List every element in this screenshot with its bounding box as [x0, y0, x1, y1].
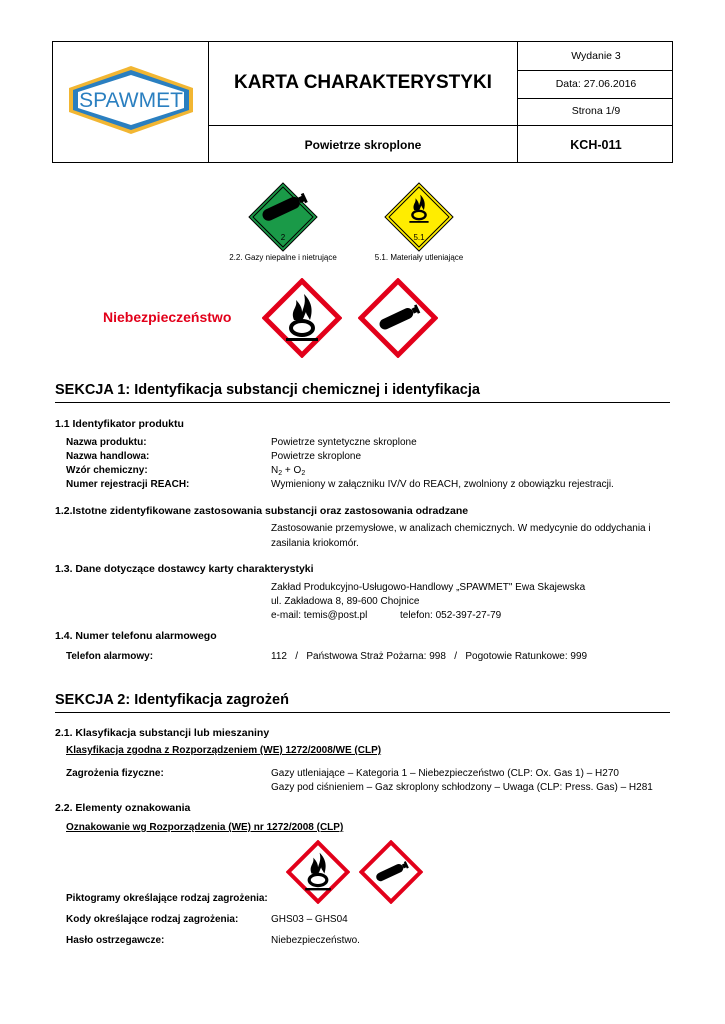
- ghs03-oxidizer-icon: [262, 278, 342, 358]
- document-code: KCH-011: [570, 138, 622, 152]
- edition: Wydanie 3: [571, 50, 621, 62]
- label-alarm-phone: Telefon alarmowy:: [66, 651, 154, 662]
- s14-title: 1.4. Numer telefonu alarmowego: [55, 630, 217, 642]
- s13-title: 1.3. Dane dotyczące dostawcy karty charakterystyki: [55, 563, 314, 575]
- product-name: Powietrze skroplone: [304, 138, 422, 152]
- ghs03-oxidizer-icon-small: [286, 840, 350, 904]
- supplier-address: ul. Zakładowa 8, 89-600 Chojnice: [271, 596, 420, 607]
- yellow-label-caption: 5.1. Materiały utleniające: [374, 253, 464, 262]
- value-alarm-phone: 112 / Państwowa Straż Pożarna: 998 / Pogotowie Ratunkowe: 999: [271, 651, 588, 662]
- section1-title: SEKCJA 1: Identyfikacja substancji chemicznej i identyfikacja: [55, 382, 480, 398]
- label-physical-hazards: Zagrożenia fizyczne:: [66, 768, 164, 779]
- page-number: Strona 1/9: [571, 105, 621, 117]
- document-title: KARTA CHARAKTERYSTYKI: [234, 72, 492, 93]
- supplier-email: e-mail: temis@post.pl: [271, 610, 368, 621]
- s21-title: 2.1. Klasyfikacja substancji lub mieszaniny: [55, 727, 270, 739]
- value-reach-number: Wymieniony w załączniku IV/V do REACH, zwolniony z obowiązku rejestracji.: [271, 479, 614, 490]
- value-product-name: Powietrze syntetyczne skroplone: [271, 437, 417, 448]
- label-product-name: Nazwa produktu:: [66, 437, 147, 448]
- svg-text:2: 2: [280, 233, 286, 242]
- physical-hazard-2: Gazy pod ciśnieniem – Gaz skroplony schłodzony – Uwaga (CLP: Press. Gas) – H281: [271, 782, 653, 793]
- green-gas-label-icon: [248, 182, 318, 252]
- s12-line1: Zastosowanie przemysłowe, w analizach chemicznych. W medycynie do oddychania i: [271, 523, 651, 534]
- section2-title: SEKCJA 2: Identyfikacja zagrożeń: [55, 692, 289, 708]
- label-reach-number: Numer rejestracji REACH:: [66, 479, 190, 490]
- svg-text:5.1: 5.1: [413, 233, 425, 242]
- s22-subtitle: Oznakowanie wg Rozporządzenia (WE) nr 1272/2008 (CLP): [66, 822, 344, 833]
- label-pictograms: Piktogramy określające rodzaj zagrożenia:: [66, 893, 268, 904]
- label-trade-name: Nazwa handlowa:: [66, 451, 150, 462]
- green-label-caption: 2.2. Gazy niepalne i nietrujące: [229, 253, 337, 262]
- logo-text: SPAWMET: [79, 89, 183, 112]
- yellow-oxidizer-label-icon: [384, 182, 454, 252]
- value-hazard-codes: GHS03 – GHS04: [271, 914, 348, 925]
- section2-rule: [55, 712, 670, 713]
- value-chemical-formula: $N_2 + O_2$: [271, 465, 306, 477]
- s21-subtitle: Klasyfikacja zgodna z Rozporządzeniem (WE) 1272/2008/WE (CLP): [66, 745, 382, 756]
- value-trade-name: Powietrze skroplone: [271, 451, 362, 462]
- section1-rule: [55, 402, 670, 403]
- s12-line2: zasilania kriokomór.: [271, 538, 359, 549]
- s12-title: 1.2.Istotne zidentyfikowane zastosowania substancji oraz zastosowania odradzane: [55, 505, 469, 517]
- value-signal-word: Niebezpieczeństwo.: [271, 935, 360, 946]
- issue-date: Data: 27.06.2016: [555, 78, 637, 90]
- s11-title: 1.1 Identyfikator produktu: [55, 418, 184, 430]
- signal-word: Niebezpieczeństwo: [103, 309, 232, 325]
- label-chemical-formula: Wzór chemiczny:: [66, 465, 148, 476]
- physical-hazard-1: Gazy utleniające – Kategoria 1 – Niebezpieczeństwo (CLP: Ox. Gas 1) – H270: [271, 768, 619, 779]
- label-hazard-codes: Kody określające rodzaj zagrożenia:: [66, 914, 239, 925]
- supplier-phone: telefon: 052-397-27-79: [400, 610, 502, 621]
- label-signal-word: Hasło ostrzegawcze:: [66, 935, 165, 946]
- header-table: [52, 41, 673, 163]
- ghs04-gas-cylinder-icon: [358, 278, 438, 358]
- s22-title: 2.2. Elementy oznakowania: [55, 802, 191, 814]
- ghs04-gas-cylinder-icon-small: [359, 840, 423, 904]
- spawmet-logo: [65, 64, 197, 136]
- supplier-name: Zakład Produkcyjno-Usługowo-Handlowy „SPAWMET" Ewa Skajewska: [271, 582, 586, 593]
